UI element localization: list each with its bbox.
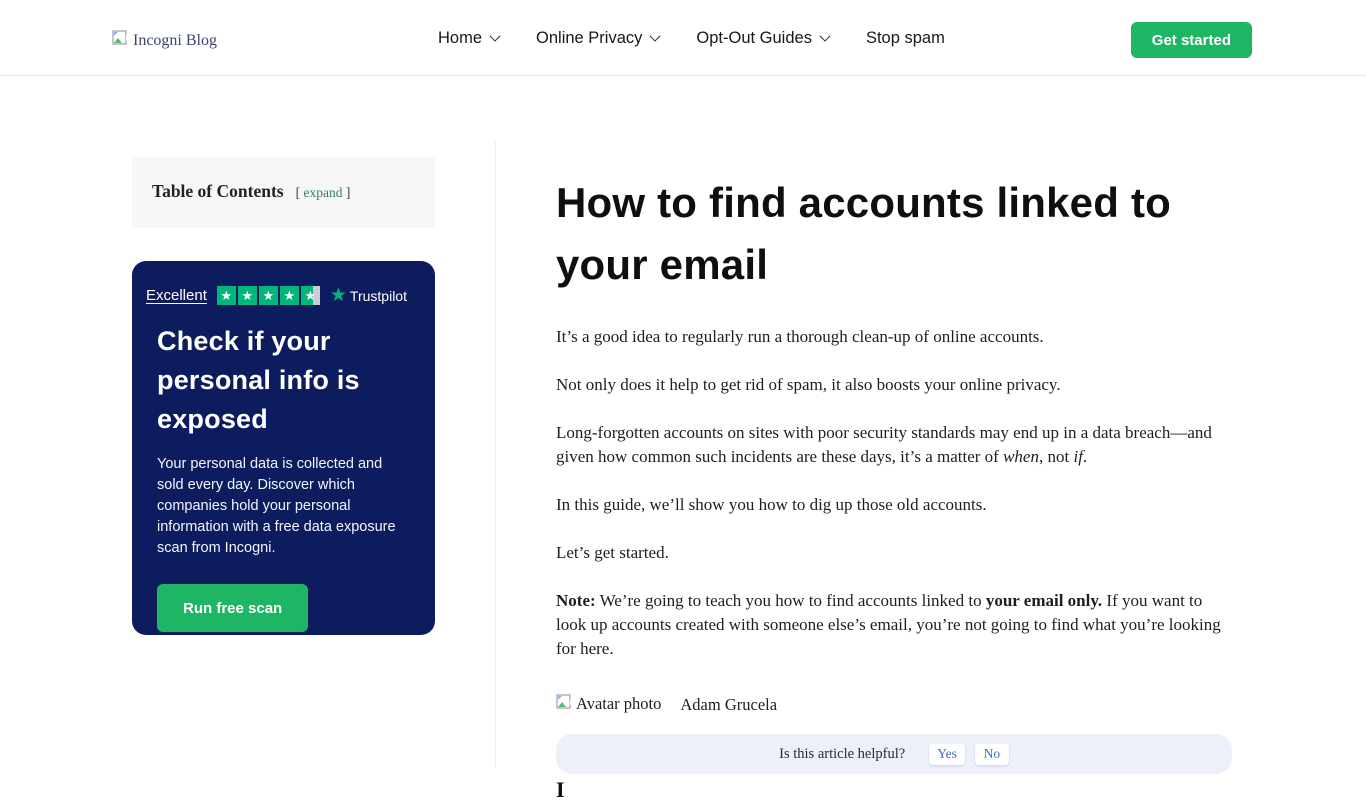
nav-item-online-privacy[interactable] (536, 29, 659, 48)
broken-image-icon (556, 694, 574, 715)
chevron-down-icon (650, 30, 661, 41)
site-logo[interactable] (112, 30, 217, 51)
star-icon-partial: ★ (301, 286, 320, 305)
text-segment: Long-forgotten accounts on sites with poor security standards may end up in a data breach—and given how common such incidents are these days, it’s a matter of (556, 423, 1212, 467)
next-section-heading-partial: I (556, 777, 565, 803)
paragraph: Not only does it help to get rid of spam, it also boosts your online privacy. (556, 375, 1061, 395)
text-segment: . (1082, 447, 1088, 467)
nav-label: Home (438, 28, 483, 47)
text-segment: If you want to look up accounts created with someone else’s email, you’re not going to find what you’re looking for here. (556, 591, 1221, 659)
trustpilot-logo (330, 286, 407, 305)
star-icon: ★ (280, 286, 299, 305)
feedback-yes-button[interactable]: Yes (929, 744, 965, 765)
feedback-question: Is this article helpful? (779, 745, 906, 762)
text-segment-bold: Note: (556, 591, 596, 611)
avatar-alt-text: Avatar photo (576, 694, 662, 714)
toc-expand-link[interactable]: expand (303, 185, 343, 200)
page-title: How to find accounts linked to your email (556, 179, 1171, 289)
logo-alt-text: Incogni Blog (133, 31, 217, 49)
trustpilot-star-icon: ★ (329, 285, 347, 306)
text-segment-italic: if (1073, 447, 1083, 467)
feedback-no-button[interactable]: No (975, 744, 1009, 765)
toc-title: Table of Contents (152, 181, 284, 201)
trustpilot-brand-text: Trustpilot (349, 287, 407, 304)
nav-item-opt-out-guides[interactable] (696, 29, 829, 48)
star-icon: ★ (259, 286, 278, 305)
paragraph: In this guide, we’ll show you how to dig up those old accounts. (556, 495, 987, 515)
article-feedback-bar (556, 734, 1232, 774)
chevron-down-icon (489, 30, 500, 41)
nav-item-home[interactable] (438, 29, 499, 48)
promo-heading: Check if your personal info is exposed (157, 326, 360, 435)
nav-label: Stop spam (865, 28, 945, 47)
get-started-button[interactable]: Get started (1131, 22, 1252, 58)
main-nav (438, 0, 945, 76)
text-segment-italic: when (1003, 447, 1039, 467)
table-of-contents (132, 157, 435, 228)
trustpilot-rating-label: Excellent (146, 287, 207, 304)
trustpilot-stars (217, 286, 320, 305)
author-row (556, 694, 1232, 715)
nav-item-stop-spam[interactable] (866, 29, 945, 48)
run-free-scan-button[interactable]: Run free scan (157, 584, 308, 632)
trustpilot-widget[interactable] (146, 286, 410, 305)
text-segment: We’re going to teach you how to find accounts linked to (595, 591, 986, 611)
toc-bracket: [ (295, 185, 304, 200)
paragraph: It’s a good idea to regularly run a thorough clean-up of online accounts. (556, 327, 1044, 347)
text-segment-bold: your email only. (985, 591, 1103, 611)
star-icon: ★ (238, 286, 257, 305)
chevron-down-icon (819, 30, 830, 41)
paragraph: Let’s get started. (556, 543, 669, 563)
nav-label: Opt-Out Guides (696, 28, 812, 47)
toc-expand-wrap (296, 185, 351, 200)
text-segment: , not (1038, 447, 1074, 467)
article-main (556, 172, 1232, 803)
paragraph (556, 421, 1232, 469)
promo-card (132, 261, 435, 635)
site-header (0, 0, 1366, 76)
avatar (556, 694, 661, 715)
article-body (556, 325, 1232, 661)
broken-image-icon (112, 30, 130, 51)
promo-body-text: Your personal data is collected and sold every day. Discover which companies hold your personal information with a free data exposure scan from Incogni. (157, 456, 396, 557)
note-paragraph (556, 589, 1232, 661)
star-icon: ★ (217, 286, 236, 305)
author-name[interactable]: Adam Grucela (680, 694, 778, 714)
content-divider (495, 141, 496, 768)
toc-bracket: ] (342, 185, 351, 200)
nav-label: Online Privacy (536, 28, 643, 47)
